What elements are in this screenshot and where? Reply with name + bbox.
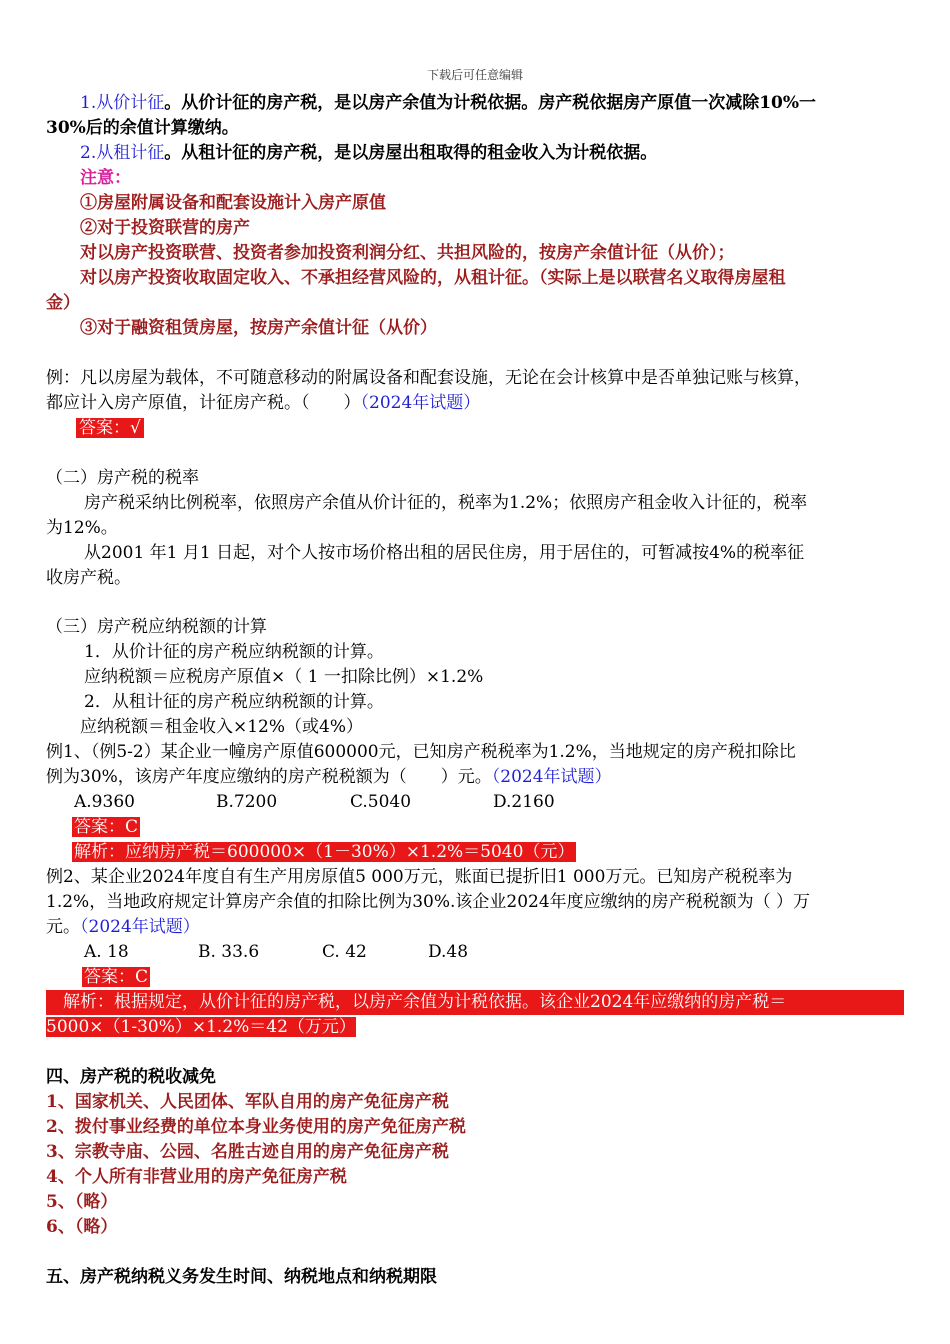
calc-step-2: 2．从租计征的房产税应纳税额的计算。 (84, 692, 384, 712)
example2-line-3 (46, 915, 200, 940)
basis-label-rent: 2.从租计征 (80, 143, 165, 163)
exempt-item-1: 1、国家机关、人民团体、军队自用的房产免征房产税 (46, 1092, 449, 1112)
example2-answer-line (82, 965, 150, 990)
example0-line-2 (46, 391, 480, 416)
example1-line-1: 例1、（例5-2）某企业一幢房产原值600000元，已知房产税税率为1.2%，当地规定的房产税扣除比 (46, 742, 796, 762)
exempt-section-title: 四、房产税的税收减免 (46, 1067, 216, 1087)
exempt-item-4: 4、个人所有非营业用的房产免征房产税 (46, 1167, 347, 1187)
calc-formula-2: 应纳税额＝租金收入×12%（或4%） (80, 717, 363, 737)
calc-section-title: （三）房产税应纳税额的计算 (46, 617, 267, 637)
example0-answer-line (76, 416, 144, 441)
basis-label-ad-valorem: 1.从价计征 (80, 93, 165, 113)
example2-option-b: B. 33.6 (198, 942, 260, 962)
calc-step-1: 1．从价计征的房产税应纳税额的计算。 (84, 642, 384, 662)
example0-question: 都应计入房产原值，计征房产税。（ ） (46, 393, 361, 413)
rate-para-2-cont: 收房产税。 (46, 568, 131, 588)
basis-text-rent: 。从租计征的房产税，是以房屋出租取得的租金收入为计税依据。 (164, 143, 658, 163)
example1-option-d: D.2160 (493, 792, 555, 812)
rate-section-title: （二）房产税的税率 (46, 468, 199, 488)
example1-answer: 答案：C (74, 817, 139, 837)
example2-option-d: D.48 (428, 942, 469, 962)
example1-analysis: 解析：应纳房产税＝600000×（1－30%）×1.2%＝5040（元） (74, 842, 575, 862)
example2-question-end: 元。 (46, 917, 80, 937)
note-item-1: ①房屋附属设备和配套设施计入房产原值 (80, 193, 386, 213)
rate-para-1-cont: 为12%。 (46, 518, 118, 538)
note-item-2: ②对于投资联营的房产 (80, 218, 250, 238)
example2-answer: 答案：C (84, 967, 149, 987)
rate-para-2: 从2001 年1 月1 日起，对个人按市场价格出租的居民住房，用于居住的，可暂减按4%的税率征 (84, 543, 805, 563)
exempt-item-3: 3、宗教寺庙、公园、名胜古迹自用的房产免征房产税 (46, 1142, 449, 1162)
example2-option-c: C. 42 (322, 942, 367, 962)
example1-answer-line (72, 815, 140, 840)
note-item-2b: 对以房产投资收取固定收入、不承担经营风险的，从租计征。（实际上是以联营名义取得房屋租 (80, 268, 786, 288)
example2-analysis-line-1: 解析：根据规定，从价计征的房产税，以房产余值为计税依据。该企业2024年应缴纳的房产税＝ (46, 990, 904, 1015)
rate-para-1: 房产税采纳比例税率，依照房产余值从价计征的，税率为1.2%；依照房产租金收入计征的，税率 (84, 493, 808, 513)
example1-year-tag: （2024年试题） (491, 767, 612, 787)
example2-analysis-line-2: 5000×（1-30%）×1.2%＝42（万元） (46, 1017, 356, 1037)
note-item-3: ③对于融资租赁房屋，按房产余值计征（从价） (80, 318, 437, 338)
example0-year-tag: （2024年试题） (360, 393, 481, 413)
example1-analysis-line (72, 840, 576, 865)
note-label: 注意： (80, 168, 131, 188)
exempt-item-5: 5、（略） (46, 1192, 118, 1212)
example2-analysis-line-2-wrap (46, 1015, 356, 1040)
example1-question: 例为30%，该房产年度应缴纳的房产税税额为（ ）元。 (46, 767, 492, 787)
basis-line-2 (80, 141, 657, 166)
exempt-item-6: 6、（略） (46, 1217, 118, 1237)
example2-line-1: 例2、某企业2024年度自有生产用房原值5 000万元，账面已提折旧1 000万元。已知房产税税率为 (46, 867, 793, 887)
time-section-title: 五、房产税纳税义务发生时间、纳税地点和纳税期限 (46, 1267, 437, 1287)
basis-line-1 (80, 91, 816, 116)
basis-text-ad-valorem: 。从价计征的房产税，是以房产余值为计税依据。房产税依据房产原值一次减除10%一 (164, 93, 817, 113)
example2-option-a: A. 18 (84, 942, 129, 962)
example0-answer: 答案：√ (76, 418, 144, 438)
example2-line-2: 1.2%，当地政府规定计算房产余值的扣除比例为30%.该企业2024年度应缴纳的房产税税额为（ ）万 (46, 892, 811, 912)
example1-option-c: C.5040 (350, 792, 412, 812)
example2-year-tag: （2024年试题） (80, 917, 200, 937)
example0-line-1: 例：凡以房屋为载体，不可随意移动的附属设备和配套设施，无论在会计核算中是否单独记账与核算， (46, 368, 811, 388)
example1-option-b: B.7200 (216, 792, 278, 812)
note-item-2b-cont: 金） (46, 293, 80, 313)
note-item-2a: 对以房产投资联营、投资者参加投资利润分红、共担风险的，按房产余值计征（从价）； (80, 243, 735, 263)
page-header: 下载后可任意编辑 (426, 68, 523, 82)
basis-line-1-cont: 30%后的余值计算缴纳。 (46, 118, 239, 138)
example1-line-2 (46, 765, 612, 790)
exempt-item-2: 2、拨付事业经费的单位本身业务使用的房产免征房产税 (46, 1117, 466, 1137)
calc-formula-1: 应纳税额＝应税房产原值×（ 1 一扣除比例）×1.2% (84, 667, 484, 687)
example1-option-a: A.9360 (74, 792, 135, 812)
